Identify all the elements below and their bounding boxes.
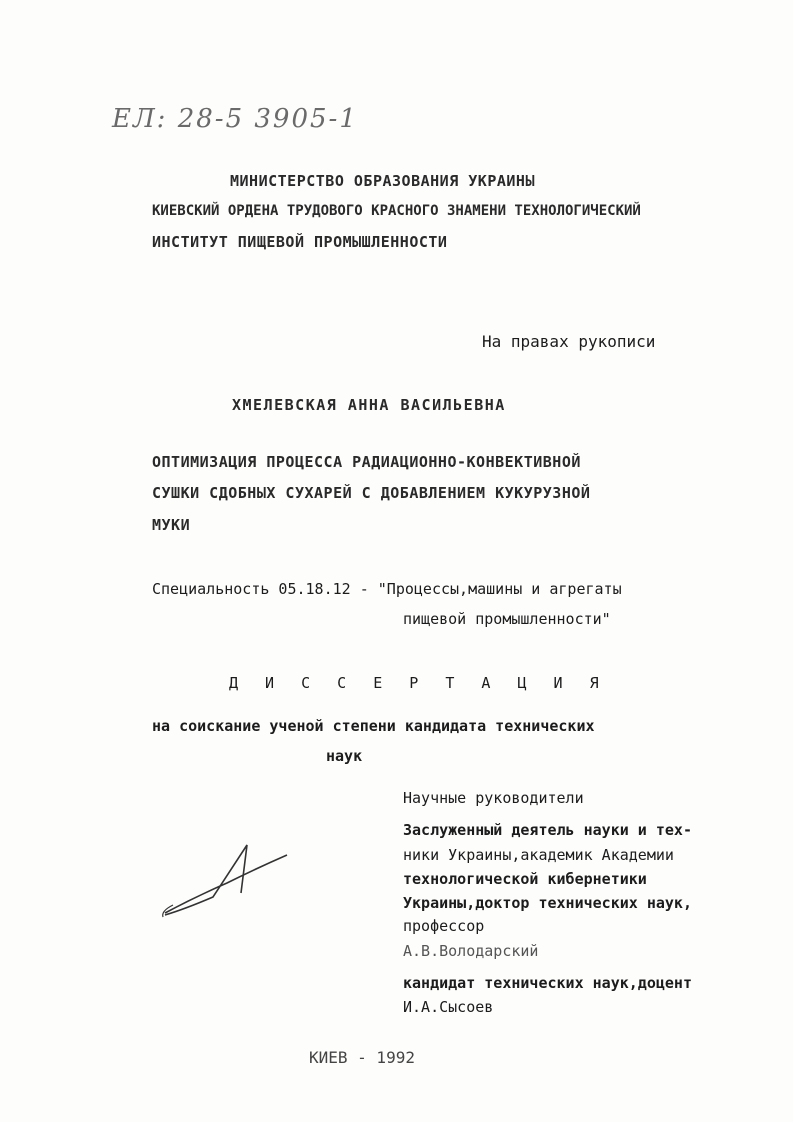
advisor1-line3: технологической кибернетики: [403, 870, 647, 888]
manuscript-note: На правах рукописи: [482, 332, 656, 351]
advisor1-line5: профессор: [403, 917, 485, 935]
specialty-line2: пищевой промышленности": [403, 610, 611, 628]
advisor1-line4: Украины,доктор технических наук,: [403, 894, 692, 912]
header-institute: КИЕВСКИЙ ОРДЕНА ТРУДОВОГО КРАСНОГО ЗНАМЕНИ ТЕХНОЛОГИЧЕСКИЙ: [152, 203, 641, 219]
advisor2-name: И.А.Сысоев: [403, 998, 494, 1016]
thesis-title-line2: СУШКИ СДОБНЫХ СУХАРЕЙ С ДОБАВЛЕНИЕМ КУКУРУЗНОЙ: [152, 484, 591, 502]
advisor2-line1: кандидат технических наук,доцент: [403, 974, 692, 992]
footer-city-year: КИЕВ - 1992: [309, 1048, 415, 1067]
degree-line1: на соискание ученой степени кандидата технических: [152, 717, 595, 735]
thesis-title-line1: ОПТИМИЗАЦИЯ ПРОЦЕССА РАДИАЦИОННО-КОНВЕКТИВНОЙ: [152, 453, 581, 471]
signature-mark: [155, 835, 295, 945]
header-institute-cont: ИНСТИТУТ ПИЩЕВОЙ ПРОМЫШЛЕННОСТИ: [152, 233, 448, 251]
handwritten-archive-code: ЕЛ: 28-5 3905-1: [112, 104, 358, 134]
document-type: Д И С С Е Р Т А Ц И Я: [229, 674, 608, 692]
advisors-heading: Научные руководители: [403, 789, 584, 807]
specialty-line1: Специальность 05.18.12 - "Процессы,машины и агрегаты: [152, 580, 622, 598]
header-ministry: МИНИСТЕРСТВО ОБРАЗОВАНИЯ УКРАИНЫ: [230, 172, 535, 190]
advisor1-line1: Заслуженный деятель науки и тех-: [403, 821, 692, 839]
degree-line2: наук: [326, 747, 363, 765]
author-name: ХМЕЛЕВСКАЯ АННА ВАСИЛЬЕВНА: [232, 396, 506, 414]
advisor1-name: А.В.Володарский: [403, 942, 539, 960]
advisor1-line2: ники Украины,академик Академии: [403, 846, 674, 864]
thesis-title-line3: МУКИ: [152, 516, 191, 534]
